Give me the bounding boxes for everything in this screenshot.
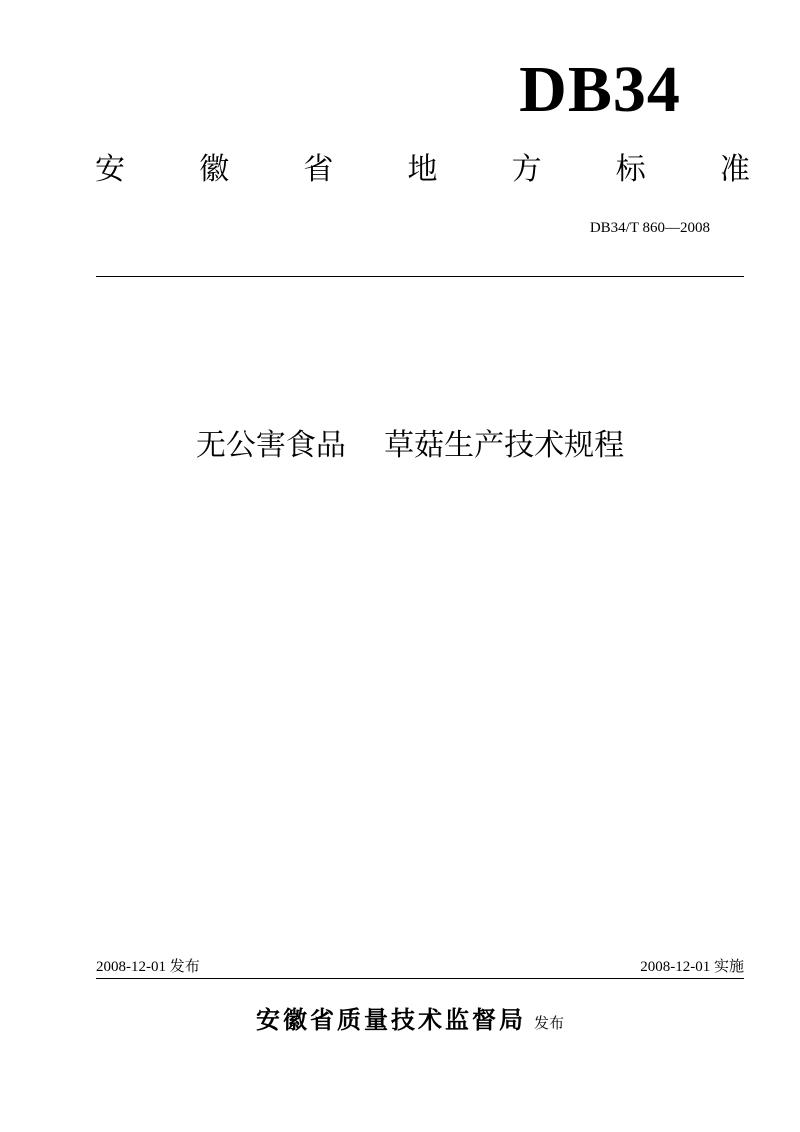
issuer-name: 安徽省质量技术监督局 bbox=[255, 1006, 526, 1034]
standard-type-char: 地 bbox=[407, 152, 438, 187]
standard-type-char: 标 bbox=[615, 152, 646, 187]
standard-type-char: 准 bbox=[719, 152, 750, 187]
standard-code-db34: DB34 bbox=[519, 53, 681, 126]
standard-type-char: 徽 bbox=[199, 152, 230, 187]
publish-date: 2008-12-01 发布 bbox=[96, 959, 200, 975]
standard-type-heading bbox=[95, 148, 750, 192]
standard-number: DB34/T 860—2008 bbox=[589, 220, 710, 236]
dates-row bbox=[96, 955, 744, 979]
document-title: 无公害食品 草菇生产技术规程 bbox=[195, 428, 625, 463]
standard-type-char: 方 bbox=[511, 152, 542, 187]
footer-divider bbox=[96, 978, 744, 979]
header-divider bbox=[96, 276, 744, 277]
issuer-line bbox=[100, 1000, 720, 1043]
implement-date: 2008-12-01 实施 bbox=[640, 959, 744, 975]
standard-type-char: 安 bbox=[95, 152, 125, 187]
issuer-suffix: 发布 bbox=[533, 1014, 564, 1032]
standard-type-char: 省 bbox=[303, 152, 334, 187]
